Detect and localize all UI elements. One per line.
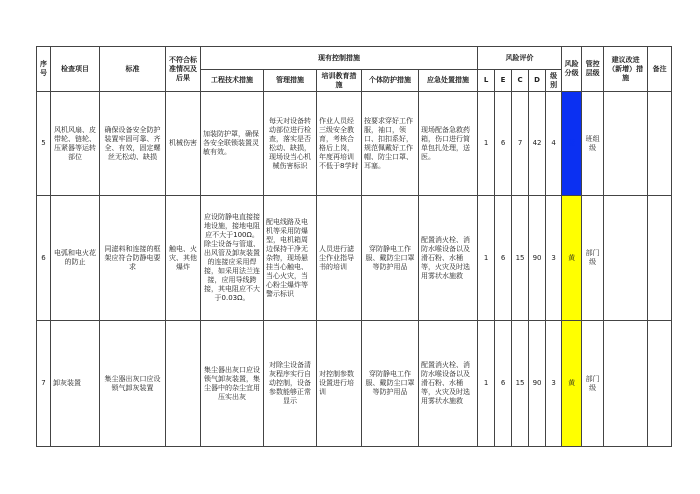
- header-management: 管理措施: [264, 70, 317, 92]
- cell-L: 1: [478, 321, 495, 447]
- header-E: E: [495, 70, 512, 92]
- cell-management: 对除尘设备清灰程序实行自动控制，设备参数能够正常显示: [264, 321, 317, 447]
- header-engineering: 工程技术措施: [201, 70, 264, 92]
- table-row: [37, 196, 672, 321]
- cell-D: 42: [529, 92, 546, 196]
- header-remarks: 备注: [648, 47, 672, 92]
- cell-E: 6: [495, 321, 512, 447]
- cell-seq: 7: [37, 321, 51, 447]
- cell-consequence: [166, 321, 201, 447]
- cell-item: 卸灰装置: [51, 321, 100, 447]
- cell-consequence: 机械伤害: [166, 92, 201, 196]
- cell-level: 3: [546, 321, 562, 447]
- header-D: D: [529, 70, 546, 92]
- cell-control-level: 班组级: [582, 92, 604, 196]
- cell-risk-grade: 黄: [562, 196, 582, 321]
- header-emergency: 应急处置措施: [419, 70, 478, 92]
- header-training: 培训教育措施: [317, 70, 362, 92]
- table-row: [37, 92, 672, 196]
- cell-D: 90: [529, 196, 546, 321]
- header-item: 检查项目: [51, 47, 100, 92]
- cell-risk-grade: 黄: [562, 321, 582, 447]
- cell-control-level: 部门级: [582, 196, 604, 321]
- header-level: 级别: [546, 70, 562, 92]
- cell-emergency: 现场配备急救药箱，伤口进行简单包扎处理，送医。: [419, 92, 478, 196]
- header-standard: 标准: [100, 47, 166, 92]
- cell-ppe: 穿防静电工作服、戴防尘口罩等防护用品: [362, 196, 419, 321]
- cell-consequence: 触电、火灾、其他爆炸: [166, 196, 201, 321]
- cell-item: 风机风扇、皮带轮、链轮、压紧器等运转部位: [51, 92, 100, 196]
- header-control-level: 管控层级: [582, 47, 604, 92]
- cell-suggestion: [604, 92, 648, 196]
- cell-L: 1: [478, 92, 495, 196]
- header-suggestion: 建议改进（新增）措施: [604, 47, 648, 92]
- cell-standard: 确保设备安全防护装置牢固可靠、齐全、有效，固定螺丝无松动、缺损: [100, 92, 166, 196]
- table-row: [37, 321, 672, 447]
- cell-D: 90: [529, 321, 546, 447]
- cell-remarks: [648, 92, 672, 196]
- cell-emergency: 配置消火栓、消防水喉设备以及滑石粉、水桶等，火灾及时选用雾状水施救: [419, 321, 478, 447]
- cell-standard: 同滤料和连接的框架应符合防静电要求: [100, 196, 166, 321]
- cell-standard: 集尘器出灰口应设锁气卸灰装置: [100, 321, 166, 447]
- cell-risk-grade: 蓝: [562, 92, 582, 196]
- header-risk-grade: 风险分级: [562, 47, 582, 92]
- cell-management: 配电线路及电机等采用防爆型，电机箱周边保持干净无杂物，现场悬挂当心触电、当心火灾，当心粉尘爆炸等警示标识: [264, 196, 317, 321]
- cell-remarks: [648, 321, 672, 447]
- header-C: C: [512, 70, 529, 92]
- cell-remarks: [648, 196, 672, 321]
- cell-management: 每天对设备转动部位进行检查，落实是否松动、缺损，现场设当心机械伤害标识: [264, 92, 317, 196]
- cell-seq: 6: [37, 196, 51, 321]
- cell-ppe: 按要求穿好工作服，袖口，领口、扣扣系好，规范佩戴好工作帽、防尘口罩、耳塞。: [362, 92, 419, 196]
- cell-engineering: 加装防护罩，确保各安全联锁装置灵敏有效。: [201, 92, 264, 196]
- cell-engineering: 集尘器出灰口应设锁气卸灰装置，集尘器中的杂尘宜用压实出灰: [201, 321, 264, 447]
- cell-level: 3: [546, 196, 562, 321]
- cell-training: 对控制参数设置进行培训: [317, 321, 362, 447]
- header-risk-group: 风险评价: [478, 47, 562, 70]
- cell-training: 人员进行滤尘作业指导书的培训: [317, 196, 362, 321]
- header-ppe: 个体防护措施: [362, 70, 419, 92]
- cell-training: 作业人员经三级安全教育，考核合格后上岗，年度再培训不低于8学时: [317, 92, 362, 196]
- cell-item: 电弧和电火花的防止: [51, 196, 100, 321]
- cell-seq: 5: [37, 92, 51, 196]
- cell-engineering: 应设防静电直接接地设施，接地电阻应不大于100Ω。除尘设备与管道、出风管及卸灰装置的连接应采用焊接，如采用法兰连接，应用导线跨接，其电阻应不大于0.03Ω。: [201, 196, 264, 321]
- cell-suggestion: [604, 321, 648, 447]
- cell-C: 7: [512, 92, 529, 196]
- cell-level: 4: [546, 92, 562, 196]
- risk-control-table: [36, 46, 672, 447]
- header-consequence: 不符合标准情况及后果: [166, 47, 201, 92]
- cell-control-level: 部门级: [582, 321, 604, 447]
- cell-ppe: 穿防静电工作服、戴防尘口罩等防护用品: [362, 321, 419, 447]
- cell-C: 15: [512, 196, 529, 321]
- header-seq: 序号: [37, 47, 51, 92]
- cell-L: 1: [478, 196, 495, 321]
- cell-E: 6: [495, 196, 512, 321]
- cell-C: 15: [512, 321, 529, 447]
- cell-E: 6: [495, 92, 512, 196]
- header-L: L: [478, 70, 495, 92]
- header-controls-group: 现有控制措施: [201, 47, 478, 70]
- cell-emergency: 配置消火栓、消防水喉设备以及滑石粉、水桶等，火灾及时选用雾状水施救: [419, 196, 478, 321]
- cell-suggestion: [604, 196, 648, 321]
